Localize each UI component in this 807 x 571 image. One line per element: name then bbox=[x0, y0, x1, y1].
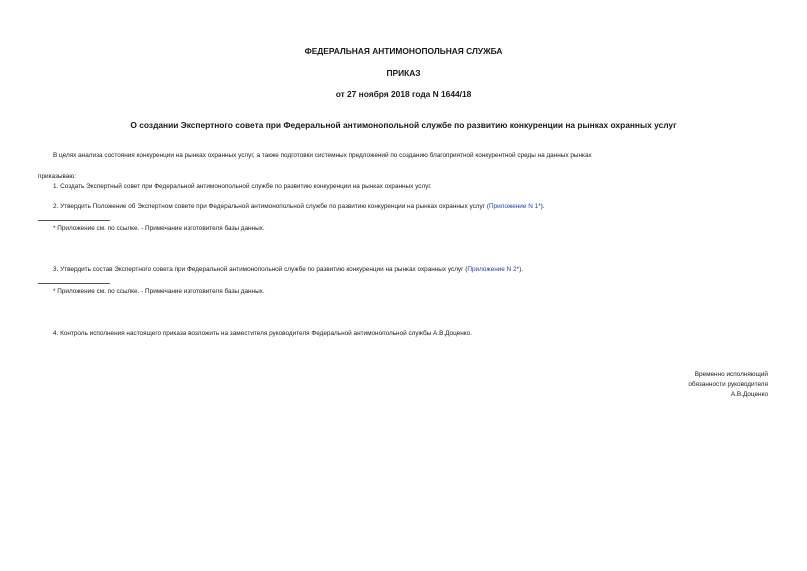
footnote-divider-2 bbox=[38, 283, 110, 284]
item-1: 1. Создать Экспертный совет при Федеральной антимонопольной службе по развитию конкуренции на рынках охранных услуг. bbox=[53, 183, 432, 190]
appendix-2-link[interactable]: Приложение N 2* bbox=[467, 266, 520, 273]
signature-line-2: обязанности руководителя bbox=[688, 381, 768, 388]
item-3 bbox=[53, 266, 523, 273]
item-4: 4. Контроль исполнения настоящего приказа возложить на заместителя руководителя Федеральной антимонопольной службы А.В.Доценко. bbox=[53, 330, 472, 337]
doc-date-number: от 27 ноября 2018 года N 1644/18 bbox=[335, 89, 472, 99]
preamble: В целях анализа состояния конкуренции на рынках охранных услуг, а также подготовки системных предложений по созданию благоприятной конкурентной среды на данных рынках bbox=[53, 152, 592, 159]
agency-name: ФЕДЕРАЛЬНАЯ АНТИМОНОПОЛЬНАЯ СЛУЖБА bbox=[304, 46, 503, 56]
order-word: приказываю: bbox=[38, 173, 76, 180]
appendix-1-link[interactable]: Приложение N 1* bbox=[488, 203, 541, 210]
item-2 bbox=[53, 203, 545, 210]
item-3-text: 3. Утвердить состав Экспертного совета при Федеральной антимонопольной службе по развитию конкуренции на рынках охранных услуг ( bbox=[53, 266, 468, 273]
signature-line-1: Временно исполняющий bbox=[694, 371, 768, 378]
footnote-2: * Приложение см. по ссылке. - Примечание изготовителя базы данных. bbox=[53, 288, 265, 295]
doc-title: О создании Экспертного совета при Федеральной антимонопольной службе по развитию конкуренции на рынках охранных услуг bbox=[130, 120, 677, 130]
signature-name: А.В.Доценко bbox=[730, 391, 768, 398]
footnote-1: * Приложение см. по ссылке. - Примечание изготовителя базы данных. bbox=[53, 225, 265, 232]
doc-type: ПРИКАЗ bbox=[386, 68, 421, 78]
item-2-end: ). bbox=[540, 203, 545, 210]
footnote-divider-1 bbox=[38, 220, 110, 221]
item-2-text: 2. Утвердить Положение об Экспертном совете при Федеральной антимонопольной службе по развитию конкуренции на рынках охранных услуг ( bbox=[53, 203, 489, 210]
item-3-end: ). bbox=[519, 266, 523, 273]
